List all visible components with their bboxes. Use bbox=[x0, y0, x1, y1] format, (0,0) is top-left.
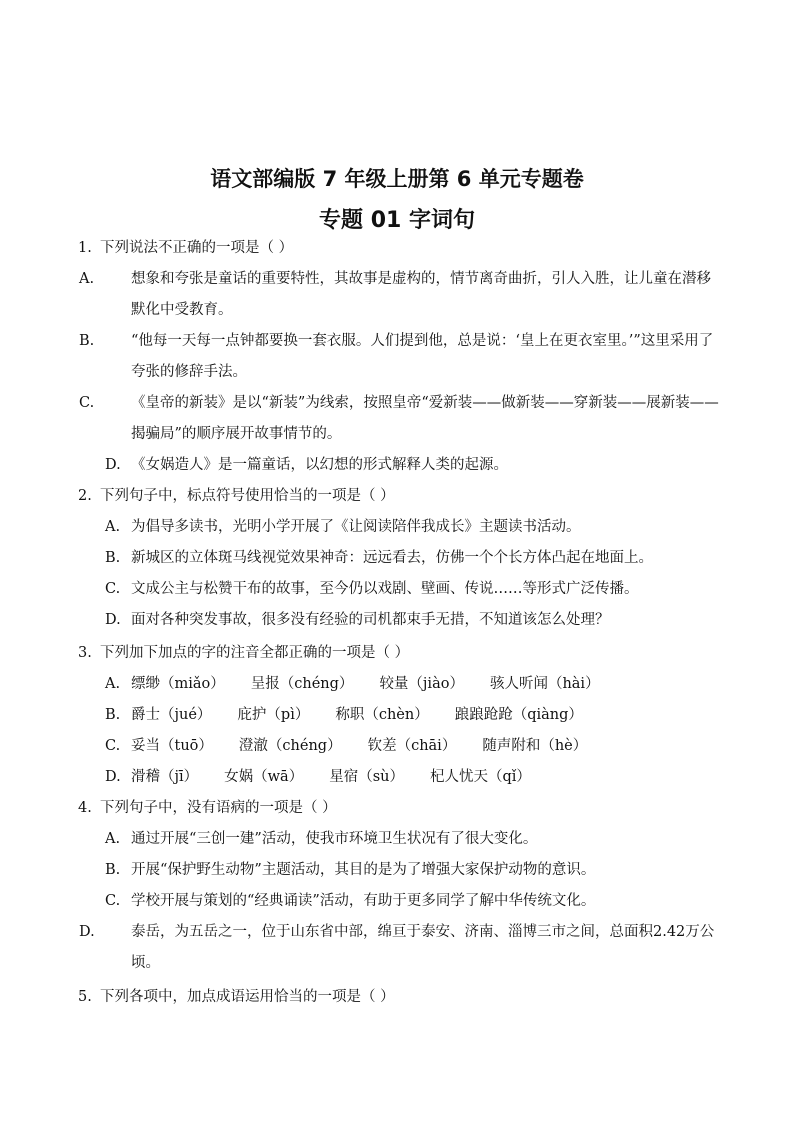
pinyin-item: 杞人忧天（qǐ） bbox=[429, 769, 531, 785]
question-1-stem bbox=[78, 238, 293, 258]
option-label: D. bbox=[79, 924, 95, 940]
pinyin-item: 骇人听闻（hài） bbox=[489, 676, 600, 692]
option-text: 新城区的立体斑马线视觉效果神奇：远远看去，仿佛一个个长方体凸起在地面上。 bbox=[131, 550, 653, 566]
option-label: C. bbox=[105, 738, 121, 754]
option-text: 通过开展“三创一建”活动，使我市环境卫生状况有了很大变化。 bbox=[131, 831, 538, 847]
option-label: C. bbox=[79, 395, 95, 411]
question-2-option-b bbox=[105, 543, 720, 574]
question-1-option-a bbox=[79, 264, 720, 326]
option-label: A. bbox=[105, 519, 121, 535]
question-text: 下列各项中，加点成语运用恰当的一项是（ ） bbox=[100, 989, 395, 1005]
option-text: 为倡导多读书，光明小学开展了《让阅读陪伴我成长》主题读书活动。 bbox=[131, 519, 581, 535]
option-label: D. bbox=[105, 769, 121, 785]
pinyin-item: 爵士（jué） bbox=[131, 707, 212, 723]
option-text: 《女娲造人》是一篇童话，以幻想的形式解释人类的起源。 bbox=[131, 457, 508, 473]
option-label: B. bbox=[105, 707, 121, 723]
pinyin-item: 踉踉跄跄（qiàng） bbox=[454, 707, 583, 723]
question-4-option-d bbox=[79, 917, 720, 979]
option-label: D. bbox=[105, 612, 121, 628]
question-1-option-d bbox=[105, 450, 720, 481]
pinyin-item: 随声附和（hè） bbox=[482, 738, 588, 754]
option-label: B. bbox=[79, 333, 95, 349]
question-2-stem bbox=[78, 486, 395, 506]
question-3-option-d bbox=[105, 767, 531, 787]
question-text: 下列句子中，标点符号使用恰当的一项是（ ） bbox=[100, 488, 395, 504]
question-2-option-d bbox=[105, 605, 720, 636]
pinyin-item: 庇护（pì） bbox=[237, 707, 310, 723]
option-text: 想象和夸张是童话的重要特性，其故事是虚构的，情节离奇曲折，引人入胜，让儿童在潜移默化中受教育。 bbox=[131, 271, 711, 318]
pinyin-item: 钦差（chāi） bbox=[367, 738, 457, 754]
option-label: C. bbox=[105, 581, 121, 597]
question-4-stem bbox=[78, 798, 337, 818]
question-number: 1. bbox=[78, 240, 92, 256]
question-number: 3. bbox=[78, 645, 92, 661]
question-3-option-b bbox=[105, 705, 583, 725]
pinyin-item: 称职（chèn） bbox=[335, 707, 429, 723]
pinyin-item: 滑稽（jī） bbox=[131, 769, 199, 785]
question-number: 5. bbox=[78, 989, 92, 1005]
question-5-stem bbox=[78, 987, 395, 1007]
question-2-option-c bbox=[105, 574, 720, 605]
option-text: 文成公主与松赞干布的故事，至今仍以戏剧、壁画、传说……等形式广泛传播。 bbox=[131, 581, 639, 597]
pinyin-item: 星宿（sù） bbox=[329, 769, 404, 785]
option-text: 开展“保护野生动物”主题活动，其目的是为了增强大家保护动物的意识。 bbox=[131, 862, 596, 878]
question-text: 下列说法不正确的一项是（ ） bbox=[100, 240, 294, 256]
question-number: 4. bbox=[78, 800, 92, 816]
question-1-option-c bbox=[79, 388, 720, 450]
question-text: 下列加下加点的字的注音全都正确的一项是（ ） bbox=[100, 645, 410, 661]
question-3-stem bbox=[78, 643, 409, 663]
pinyin-item: 缥缈（miǎo） bbox=[131, 676, 225, 692]
question-4-option-b bbox=[105, 855, 720, 886]
option-text: 泰岳，为五岳之一，位于山东省中部，绵亘于泰安、济南、淄博三市之间，总面积2.42万公顷。 bbox=[131, 924, 715, 971]
question-4-option-c bbox=[105, 886, 720, 917]
option-label: B. bbox=[105, 862, 121, 878]
option-label: A. bbox=[105, 831, 121, 847]
option-label: A. bbox=[79, 271, 95, 287]
question-3-option-c bbox=[105, 736, 587, 756]
page-title: 语文部编版 7 年级上册第 6 单元专题卷 bbox=[210, 167, 584, 191]
pinyin-item: 较量（jiào） bbox=[379, 676, 464, 692]
option-label: C. bbox=[105, 893, 121, 909]
option-label: A. bbox=[105, 676, 121, 692]
option-label: D. bbox=[105, 457, 121, 473]
option-text: 学校开展与策划的“经典诵读”活动，有助于更多同学了解中华传统文化。 bbox=[131, 893, 596, 909]
pinyin-item: 女娲（wā） bbox=[224, 769, 304, 785]
question-1-option-b bbox=[79, 326, 720, 388]
option-text: 面对各种突发事故，很多没有经验的司机都束手无措，不知道该怎么处理？ bbox=[131, 612, 610, 628]
page-subtitle: 专题 01 字词句 bbox=[319, 208, 475, 233]
question-2-option-a bbox=[105, 512, 720, 543]
question-3-option-a bbox=[105, 674, 600, 694]
pinyin-item: 妥当（tuō） bbox=[131, 738, 213, 754]
pinyin-item: 呈报（chéng） bbox=[250, 676, 354, 692]
option-label: B. bbox=[105, 550, 121, 566]
question-number: 2. bbox=[78, 488, 92, 504]
pinyin-item: 澄澈（chéng） bbox=[238, 738, 342, 754]
question-4-option-a bbox=[105, 824, 720, 855]
option-text: 《皇帝的新装》是以“新装”为线索，按照皇帝“爱新装——做新装——穿新装——展新装——揭骗局”的顺序展开故事情节的。 bbox=[131, 395, 719, 442]
question-text: 下列句子中，没有语病的一项是（ ） bbox=[100, 800, 337, 816]
option-text: “他每一天每一点钟都要换一套衣服。人们提到他，总是说：‘皇上在更衣室里。’”这里采用了夸张的修辞手法。 bbox=[131, 333, 714, 380]
